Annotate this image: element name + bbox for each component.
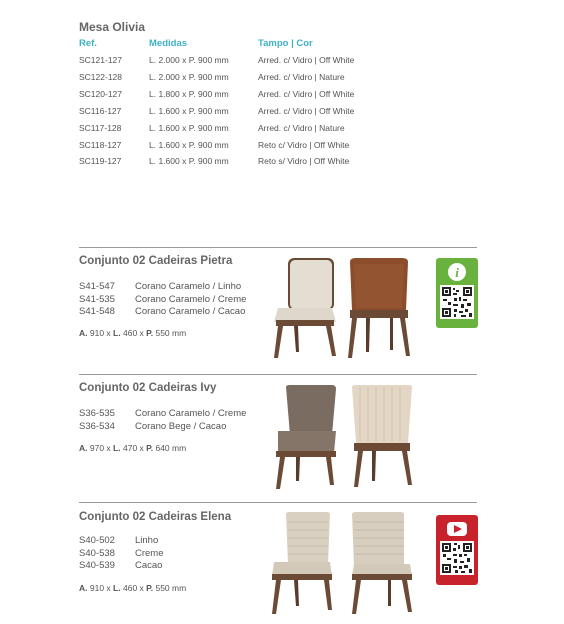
dim-l: 460 x — [122, 583, 144, 593]
row-ref: SC119-127 — [79, 156, 122, 166]
dim-l-label: L. — [113, 443, 121, 453]
table-row — [79, 156, 399, 173]
item-code: S36-535 — [79, 408, 115, 419]
item-desc: Creme — [135, 547, 164, 559]
row-ref: SC117-128 — [79, 123, 122, 133]
table-row — [79, 55, 399, 72]
item-list-ivy — [79, 408, 279, 433]
table-row — [79, 123, 399, 140]
section-title-ivy: Conjunto 02 Cadeiras Ivy — [79, 382, 217, 394]
list-item — [79, 281, 279, 294]
section-divider — [79, 247, 477, 248]
header-medidas: Medidas — [149, 38, 188, 49]
row-tampo: Arred. c/ Vidro | Nature — [258, 123, 345, 133]
qr-code-icon — [441, 542, 473, 574]
info-badge[interactable] — [436, 258, 478, 328]
header-ref: Ref. — [79, 38, 97, 49]
item-code: S40-538 — [79, 547, 115, 559]
row-tampo: Arred. c/ Vidro | Nature — [258, 72, 345, 82]
item-code: S40-539 — [79, 560, 115, 572]
dim-a-label: A. — [79, 583, 88, 593]
item-code: S41-548 — [79, 306, 115, 318]
row-ref: SC116-127 — [79, 106, 122, 116]
section-title-pietra: Conjunto 02 Cadeiras Pietra — [79, 255, 233, 267]
row-ref: SC122-128 — [79, 72, 123, 82]
dim-p: 640 mm — [155, 443, 187, 453]
dimensions-elena — [79, 583, 186, 593]
dimensions-pietra — [79, 328, 186, 338]
dim-p-label: P. — [146, 583, 154, 593]
chair-image-ivy-front — [270, 383, 342, 491]
row-tampo: Arred. c/ Vidro | Off White — [258, 89, 355, 99]
item-desc: Cacao — [135, 560, 163, 572]
list-item — [79, 421, 279, 434]
row-medidas: L. 2.000 x P. 900 mm — [149, 72, 229, 82]
row-tampo: Arred. c/ Vidro | Off White — [258, 55, 355, 65]
section-title-elena: Conjunto 02 Cadeiras Elena — [79, 511, 232, 523]
list-item — [79, 560, 279, 573]
chair-image-pietra-front — [266, 256, 340, 360]
item-desc: Corano Caramelo / Cacao — [135, 306, 246, 318]
item-code: S41-547 — [79, 281, 115, 292]
row-medidas: L. 1.800 x P. 900 mm — [149, 89, 229, 99]
qr-code-icon — [441, 286, 473, 318]
dim-l: 470 x — [122, 443, 144, 453]
list-item — [79, 535, 279, 548]
row-medidas: L. 1.600 x P. 900 mm — [149, 106, 229, 116]
item-list-pietra — [79, 281, 279, 319]
chair-image-ivy-back — [346, 383, 416, 491]
dimensions-ivy — [79, 443, 186, 453]
row-medidas: L. 1.600 x P. 900 mm — [149, 123, 229, 133]
dim-l-label: L. — [113, 583, 121, 593]
dim-a: 970 x — [89, 443, 111, 453]
table-row — [79, 89, 399, 106]
dim-p-label: P. — [146, 328, 154, 338]
row-ref: SC118-127 — [79, 140, 122, 150]
dim-p: 550 mm — [155, 328, 187, 338]
dim-a-label: A. — [79, 443, 88, 453]
item-list-elena — [79, 535, 279, 573]
mesa-title: Mesa Olivia — [79, 20, 146, 34]
item-code: S36-534 — [79, 420, 115, 432]
item-code: S40-502 — [79, 535, 115, 546]
dim-p: 550 mm — [155, 583, 187, 593]
header-tampo-cor: Tampo | Cor — [258, 38, 313, 49]
row-tampo: Arred. c/ Vidro | Off White — [258, 106, 355, 116]
item-desc: Corano Caramelo / Linho — [135, 281, 242, 292]
svg-text:i: i — [455, 265, 459, 280]
dim-a-label: A. — [79, 328, 88, 338]
item-desc: Corano Bege / Cacao — [135, 420, 227, 432]
item-code: S41-535 — [79, 293, 115, 305]
dim-l-label: L. — [113, 328, 121, 338]
section-divider — [79, 502, 477, 503]
table-row — [79, 72, 399, 89]
row-medidas: L. 1.600 x P. 900 mm — [149, 156, 229, 166]
list-item — [79, 548, 279, 561]
dim-a: 910 x — [89, 583, 111, 593]
item-desc: Corano Caramelo / Creme — [135, 408, 247, 419]
row-ref: SC121-127 — [79, 55, 123, 65]
table-row — [79, 106, 399, 123]
row-medidas: L. 2.000 x P. 900 mm — [149, 55, 229, 65]
item-desc: Corano Caramelo / Creme — [135, 293, 247, 305]
list-item — [79, 306, 279, 319]
table-row — [79, 140, 399, 157]
chair-image-pietra-back — [344, 256, 414, 360]
dim-a: 910 x — [89, 328, 111, 338]
dim-p-label: P. — [146, 443, 154, 453]
list-item — [79, 408, 279, 421]
dim-l: 460 x — [122, 328, 144, 338]
item-desc: Linho — [135, 535, 159, 546]
row-tampo: Reto c/ Vidro | Off White — [258, 140, 350, 150]
video-badge[interactable] — [436, 515, 478, 585]
row-ref: SC120-127 — [79, 89, 123, 99]
chair-image-elena-back — [344, 510, 416, 616]
row-tampo: Reto s/ Vidro | Off White — [258, 156, 350, 166]
section-divider — [79, 374, 477, 375]
list-item — [79, 294, 279, 307]
row-medidas: L. 1.600 x P. 900 mm — [149, 140, 229, 150]
chair-image-elena-front — [266, 510, 338, 616]
